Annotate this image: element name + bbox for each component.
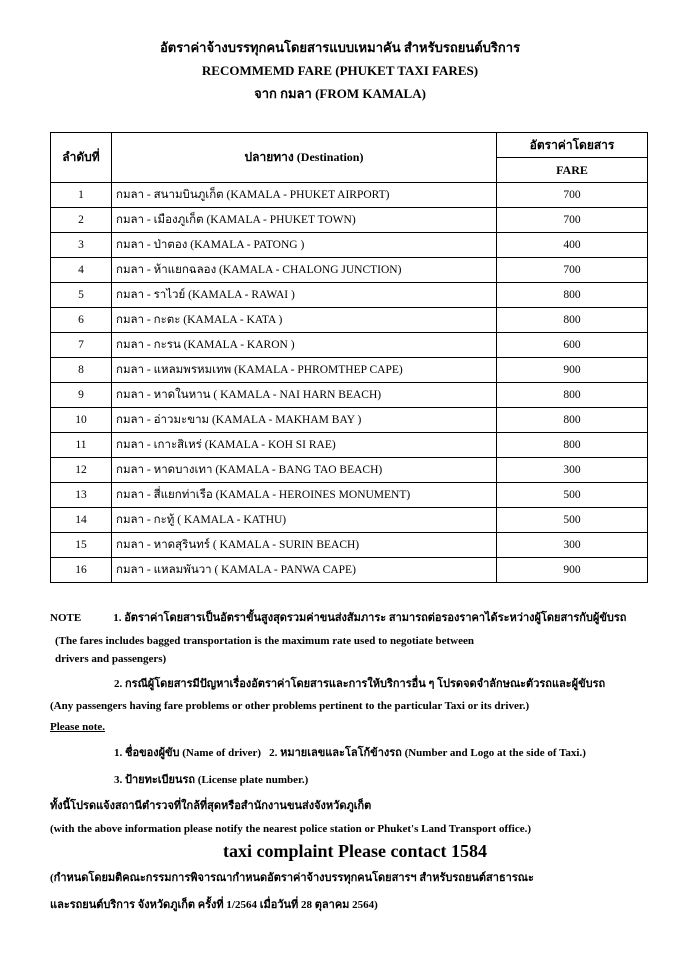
row-number: 3 [51, 233, 112, 258]
row-destination: กมลา - ห้าแยกฉลอง (KAMALA - CHALONG JUNCTION) [112, 258, 497, 283]
row-destination: กมลา - แหลมพันวา ( KAMALA - PANWA CAPE) [112, 558, 497, 583]
column-header-number: ลำดับที่ [51, 133, 112, 183]
header-title-thai: อัตราค่าจ้างบรรทุกคนโดยสารแบบเหมาคัน สำหรับรถยนต์บริการ [159, 40, 521, 55]
row-destination: กมลา - สี่แยกท่าเรือ (KAMALA - HEROINES MONUMENT) [112, 483, 497, 508]
table-row [51, 383, 648, 408]
row-destination: กมลา - อ่าวมะขาม (KAMALA - MAKHAM BAY ) [112, 408, 497, 433]
table-row [51, 258, 648, 283]
row-fare: 800 [497, 408, 648, 433]
please-note-label: Please note. [50, 721, 105, 733]
column-header-destination: ปลายทาง (Destination) [112, 133, 497, 183]
notify-english: (with the above information please notify the nearest police station or Phuket's Land Transport office.) [50, 823, 532, 835]
table-row [51, 183, 648, 208]
row-fare: 600 [497, 333, 648, 358]
row-number: 13 [51, 483, 112, 508]
notes-section [50, 608, 660, 913]
row-fare: 800 [497, 308, 648, 333]
table-row [51, 233, 648, 258]
column-header-fare: FARE [497, 158, 648, 183]
row-number: 16 [51, 558, 112, 583]
row-destination: กมลา - กะรน (KAMALA - KARON ) [112, 333, 497, 358]
table-row [51, 483, 648, 508]
row-fare: 800 [497, 383, 648, 408]
row-fare: 700 [497, 183, 648, 208]
table-row [51, 358, 648, 383]
table-row [51, 533, 648, 558]
row-destination: กมลา - หาดในหาน ( KAMALA - NAI HARN BEACH) [112, 383, 497, 408]
row-destination: กมลา - ราไวย์ (KAMALA - RAWAI ) [112, 283, 497, 308]
table-row [51, 558, 648, 583]
fare-table-body [51, 183, 648, 583]
footer-note-line-1: (กำหนดโดยมติคณะกรรมการพิจารณากำหนดอัตราค่าจ้างบรรทุกคนโดยสารฯ สำหรับรถยนต์สาธารณะ [50, 872, 534, 884]
row-number: 1 [51, 183, 112, 208]
column-header-fare-thai: อัตราค่าโดยสาร [497, 133, 648, 158]
footer-note-line-2: และรถยนต์บริการ จังหวัดภูเก็ต ครั้งที่ 1/2564 เมื่อวันที่ 28 ตุลาคม 2564) [50, 899, 378, 911]
table-row [51, 408, 648, 433]
row-number: 10 [51, 408, 112, 433]
row-number: 2 [51, 208, 112, 233]
row-fare: 300 [497, 533, 648, 558]
row-destination: กมลา - กะตะ (KAMALA - KATA ) [112, 308, 497, 333]
row-fare: 500 [497, 508, 648, 533]
document-header [0, 36, 680, 105]
table-row [51, 308, 648, 333]
row-destination: กมลา - หาดสุรินทร์ ( KAMALA - SURIN BEACH) [112, 533, 497, 558]
row-number: 12 [51, 458, 112, 483]
row-destination: กมลา - กะทู้ ( KAMALA - KATHU) [112, 508, 497, 533]
row-number: 8 [51, 358, 112, 383]
table-row [51, 208, 648, 233]
checklist-item-taxi-number: 2. หมายเลขและโลโก้ข้างรถ (Number and Logo at the side of Taxi.) [269, 747, 586, 759]
note-1-english: (The fares includes bagged transportation is the maximum rate used to negotiate between [55, 635, 474, 647]
row-fare: 700 [497, 258, 648, 283]
row-destination: กมลา - เกาะสิเหร่ (KAMALA - KOH SI RAE) [112, 433, 497, 458]
note-label: NOTE [50, 612, 82, 624]
row-destination: กมลา - สนามบินภูเก็ต (KAMALA - PHUKET AIRPORT) [112, 183, 497, 208]
row-destination: กมลา - เมืองภูเก็ต (KAMALA - PHUKET TOWN) [112, 208, 497, 233]
row-number: 6 [51, 308, 112, 333]
table-row [51, 508, 648, 533]
table-row [51, 433, 648, 458]
row-destination: กมลา - แหลมพรหมเทพ (KAMALA - PHROMTHEP CAPE) [112, 358, 497, 383]
row-number: 9 [51, 383, 112, 408]
fare-table [50, 132, 648, 583]
row-fare: 500 [497, 483, 648, 508]
note-1-english-cont: drivers and passengers) [55, 653, 167, 665]
row-number: 5 [51, 283, 112, 308]
row-number: 11 [51, 433, 112, 458]
row-destination: กมลา - หาดบางเทา (KAMALA - BANG TAO BEACH) [112, 458, 497, 483]
table-row [51, 283, 648, 308]
header-origin: จาก กมลา (FROM KAMALA) [254, 86, 426, 101]
table-row [51, 333, 648, 358]
note-2-thai: 2. กรณีผู้โดยสารมีปัญหาเรื่องอัตราค่าโดยสารและการให้บริการอื่น ๆ โปรดจดจำลักษณะตัวรถและผู้ขับรถ [114, 678, 606, 690]
row-destination: กมลา - ป่าตอง (KAMALA - PATONG ) [112, 233, 497, 258]
row-fare: 300 [497, 458, 648, 483]
row-fare: 800 [497, 283, 648, 308]
row-fare: 800 [497, 433, 648, 458]
note-1-thai: 1. อัตราค่าโดยสารเป็นอัตราขั้นสูงสุดรวมค่าขนส่งสัมภาระ สามารถต่อรองราคาได้ระหว่างผู้โดยสารกับผู้ขับรถ [113, 612, 627, 624]
row-number: 4 [51, 258, 112, 283]
row-fare: 900 [497, 558, 648, 583]
table-row [51, 458, 648, 483]
notify-thai: ทั้งนี้โปรดแจ้งสถานีตำรวจที่ใกล้ที่สุดหรือสำนักงานขนส่งจังหวัดภูเก็ต [50, 800, 372, 812]
row-number: 15 [51, 533, 112, 558]
row-fare: 700 [497, 208, 648, 233]
row-fare: 400 [497, 233, 648, 258]
complaint-hotline: taxi complaint Please contact 1584 [223, 841, 487, 861]
row-number: 14 [51, 508, 112, 533]
note-2-english: (Any passengers having fare problems or other problems pertinent to the particular Taxi or its driver.) [50, 700, 530, 712]
row-number: 7 [51, 333, 112, 358]
header-title-english: RECOMMEMD FARE (PHUKET TAXI FARES) [201, 63, 479, 78]
checklist-item-license-plate: 3. ป้ายทะเบียนรถ (License plate number.) [114, 774, 309, 786]
row-fare: 900 [497, 358, 648, 383]
checklist-item-driver-name: 1. ชื่อของผู้ขับ (Name of driver) [114, 747, 262, 759]
